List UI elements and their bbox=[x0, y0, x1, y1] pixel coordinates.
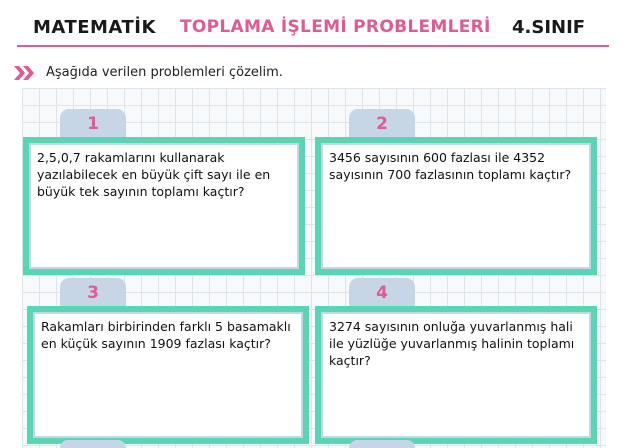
instruction-text: Aşağıda verilen problemleri çözelim. bbox=[46, 65, 283, 80]
problem-text-2: 3456 sayısının 600 fazlası ile 4352 sayısının 700 fazlasının toplamı kaçtır? bbox=[329, 150, 572, 182]
problem-number-tab-1: 1 bbox=[60, 109, 126, 141]
problem-number-tab-partial-left bbox=[60, 440, 126, 448]
problem-number-tab-4: 4 bbox=[349, 278, 415, 310]
problem-number-tab-2: 2 bbox=[349, 109, 415, 141]
worksheet-title: TOPLAMA İŞLEMİ PROBLEMLERİ bbox=[180, 17, 491, 37]
problem-box-2[interactable] bbox=[315, 137, 597, 275]
header-divider bbox=[17, 45, 609, 47]
problem-box-1[interactable] bbox=[23, 137, 305, 275]
problem-box-4[interactable] bbox=[315, 306, 597, 444]
worksheet-header bbox=[0, 0, 627, 48]
problem-text-1: 2,5,0,7 rakamlarını kullanarak yazılabilecek en büyük çift sayı ile en büyük tek sayının toplamı kaçtır? bbox=[37, 150, 271, 199]
grade-label: 4.SINIF bbox=[512, 17, 586, 38]
problem-text-3: Rakamları birbirinden farklı 5 basamaklı en küçük sayının 1909 fazlası kaçtır? bbox=[41, 319, 291, 351]
subject-label: MATEMATİK bbox=[33, 17, 156, 38]
double-chevron-right-icon bbox=[14, 65, 36, 81]
problem-text-4: 3274 sayısının onluğa yuvarlanmış hali ile yüzlüğe yuvarlanmış halinin toplamı kaçtır? bbox=[329, 319, 575, 368]
problem-number-tab-3: 3 bbox=[60, 278, 126, 310]
problem-number-tab-partial-right bbox=[349, 440, 415, 448]
problem-box-3[interactable] bbox=[27, 306, 309, 444]
